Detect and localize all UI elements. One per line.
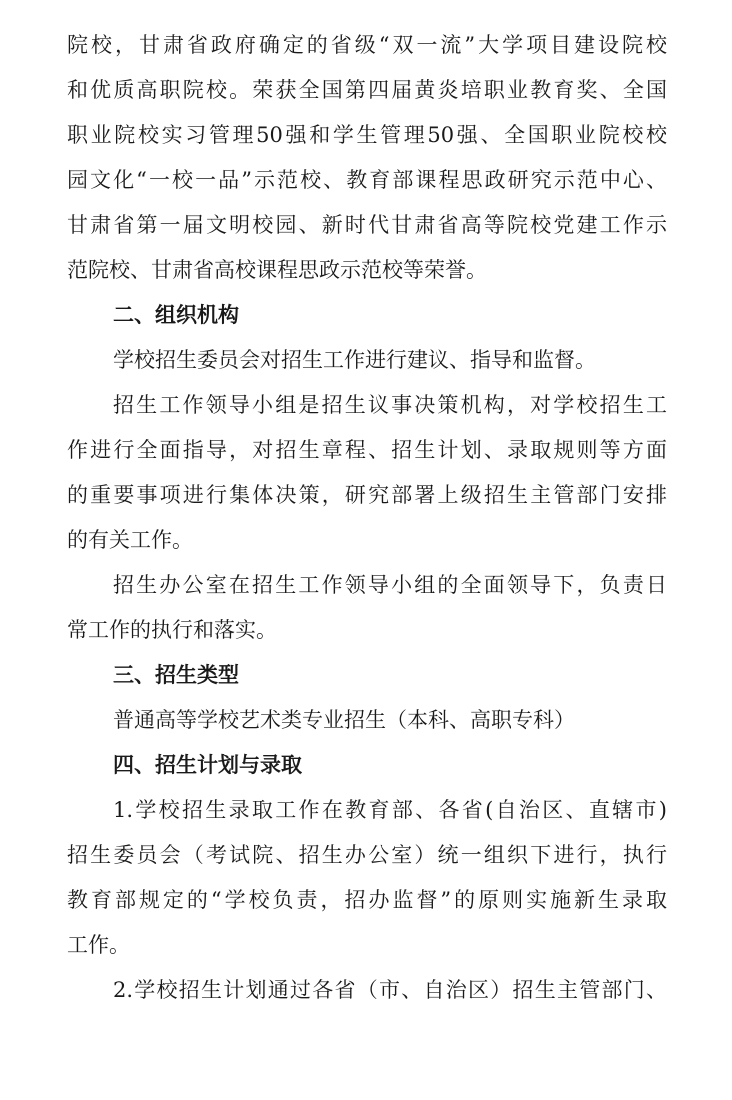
text-line: 作进行全面指导，对招生章程、招生计划、录取规则等方面 bbox=[67, 438, 667, 462]
text-line: 1.学校招生录取工作在教育部、各省(自治区、直辖市) bbox=[113, 798, 667, 822]
text-line: 教育部规定的“学校负责，招办监督”的原则实施新生录取 bbox=[67, 888, 667, 912]
text-line: 职业院校实习管理50强和学生管理50强、全国职业院校校 bbox=[67, 123, 667, 147]
section-heading-plan-and-admission: 四、招生计划与录取 bbox=[113, 753, 302, 777]
text-line: 园文化“一校一品”示范校、教育部课程思政研究示范中心、 bbox=[67, 168, 667, 192]
text-line: 招生委员会（考试院、招生办公室）统一组织下进行，执行 bbox=[67, 843, 667, 867]
text-line: 学校招生委员会对招生工作进行建议、指导和监督。 bbox=[113, 348, 596, 372]
text-line: 招生工作领导小组是招生议事决策机构，对学校招生工 bbox=[113, 393, 667, 417]
text-line: 普通高等学校艺术类专业招生（本科、高职专科） bbox=[113, 708, 575, 732]
text-line: 2.学校招生计划通过各省（市、自治区）招生主管部门、 bbox=[113, 978, 667, 1002]
text-line: 甘肃省第一届文明校园、新时代甘肃省高等院校党建工作示 bbox=[67, 213, 667, 237]
text-line: 常工作的执行和落实。 bbox=[67, 618, 277, 642]
text-line: 院校，甘肃省政府确定的省级“双一流”大学项目建设院校 bbox=[67, 33, 667, 57]
text-line: 和优质高职院校。荣获全国第四届黄炎培职业教育奖、全国 bbox=[67, 78, 667, 102]
section-heading-admission-type: 三、招生类型 bbox=[113, 663, 239, 687]
text-line: 工作。 bbox=[67, 933, 130, 957]
text-line: 范院校、甘肃省高校课程思政示范校等荣誉。 bbox=[67, 258, 487, 282]
text-line: 的有关工作。 bbox=[67, 528, 193, 552]
section-heading-organization: 二、组织机构 bbox=[113, 303, 239, 327]
text-line: 招生办公室在招生工作领导小组的全面领导下，负责日 bbox=[113, 573, 667, 597]
text-line: 的重要事项进行集体决策，研究部署上级招生主管部门安排 bbox=[67, 483, 667, 507]
